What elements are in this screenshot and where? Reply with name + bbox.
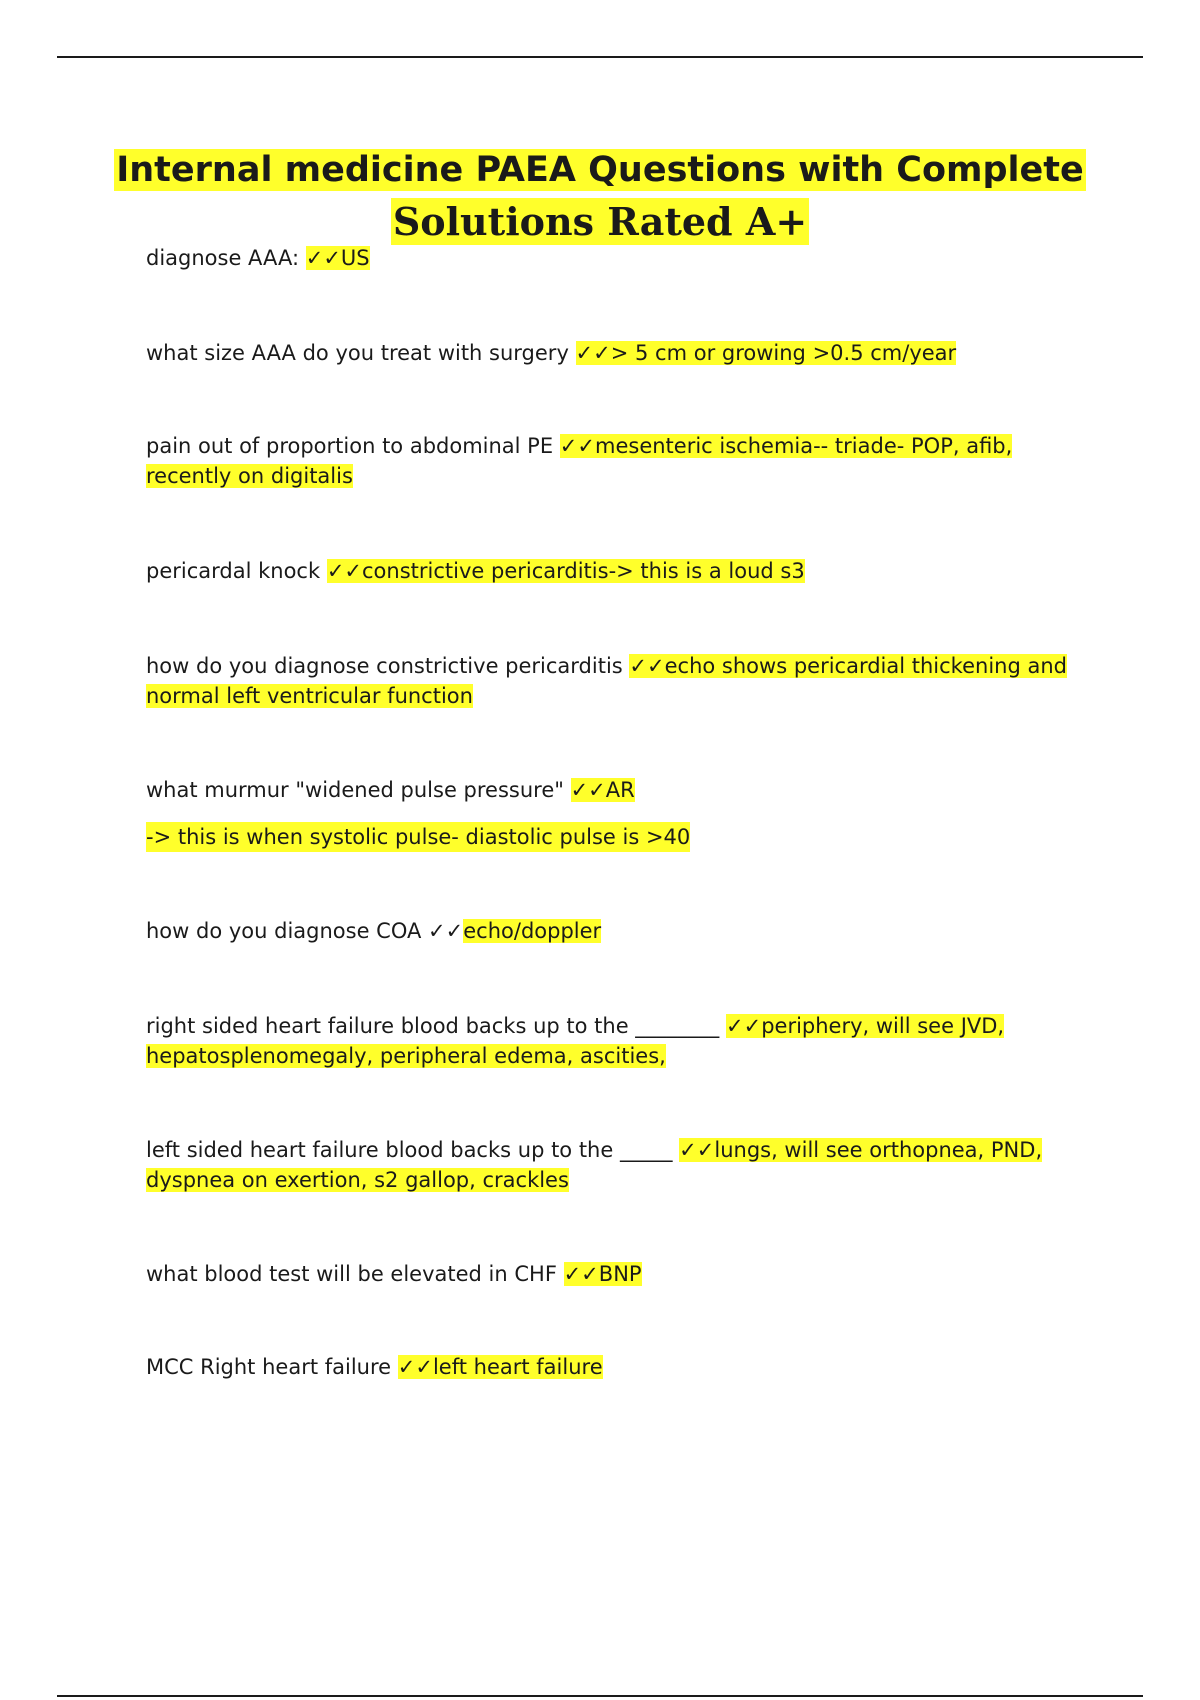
answer: mesenteric ischemia-- triade- POP, afib, recently on digitalis [146, 434, 1013, 488]
answer: periphery, will see JVD, hepatosplenomegaly, peripheral edema, ascities, [146, 1014, 1005, 1068]
question: how do you diagnose constrictive pericarditis [146, 654, 630, 678]
qa-item-11 [146, 1352, 1090, 1382]
check-icon: ✓✓ [326, 559, 363, 583]
answer: constrictive pericarditis-> this is a loud s3 [362, 559, 805, 583]
question: left sided heart failure blood backs up to the _____ [146, 1138, 680, 1162]
answer: echo shows pericardial thickening and normal left ventricular function [146, 654, 1067, 708]
document-title [100, 142, 1100, 248]
check-icon: ✓✓ [305, 246, 341, 270]
question: right sided heart failure blood backs up to the ________ [146, 1014, 726, 1038]
check-icon: ✓✓ [725, 1014, 762, 1038]
top-rule [57, 56, 1143, 58]
check-icon: ✓✓ [629, 654, 665, 678]
answer-note: -> this is when systolic pulse- diastolic pulse is >40 [146, 822, 690, 852]
check-icon: ✓✓ [559, 434, 595, 458]
question: pericardal knock [146, 559, 327, 583]
question: what size AAA do you treat with surgery [146, 341, 576, 365]
qa-item-3 [146, 431, 1090, 491]
check-icon: ✓✓ [679, 1138, 715, 1162]
answer: lungs, will see orthopnea, PND, dyspnea on exertion, s2 gallop, crackles [146, 1138, 1043, 1192]
bottom-rule [57, 1695, 1143, 1697]
check-icon: ✓✓ [563, 1262, 599, 1286]
qa-item-1 [146, 243, 1090, 273]
question: diagnose AAA: [146, 246, 306, 270]
qa-item-8 [146, 1011, 1090, 1071]
title-line-2: Solutions Rated A+ [392, 199, 808, 244]
question: what murmur "widened pulse pressure" [146, 778, 571, 802]
qa-item-9 [146, 1135, 1090, 1195]
answer: AR [605, 778, 635, 802]
answer: left heart failure [432, 1355, 603, 1379]
answer: US [340, 246, 370, 270]
check-icon: ✓✓ [428, 919, 464, 943]
answer: > 5 cm or growing >0.5 cm/year [610, 341, 957, 365]
qa-item-2 [146, 338, 1090, 368]
question: MCC Right heart failure [146, 1355, 398, 1379]
qa-item-5 [146, 651, 1090, 711]
check-icon: ✓✓ [397, 1355, 433, 1379]
qa-item-6 [146, 775, 1090, 805]
question: pain out of proportion to abdominal PE [146, 434, 560, 458]
question: how do you diagnose COA [146, 919, 429, 943]
check-icon: ✓✓ [570, 778, 606, 802]
qa-item-10 [146, 1259, 1090, 1289]
check-icon: ✓✓ [575, 341, 611, 365]
title-line-1: Internal medicine PAEA Questions with Complete [116, 150, 1084, 190]
answer: echo/doppler [463, 919, 602, 943]
qa-item-4 [146, 556, 1090, 586]
answer: BNP [598, 1262, 642, 1286]
qa-item-7 [146, 916, 1090, 946]
question: what blood test will be elevated in CHF [146, 1262, 564, 1286]
